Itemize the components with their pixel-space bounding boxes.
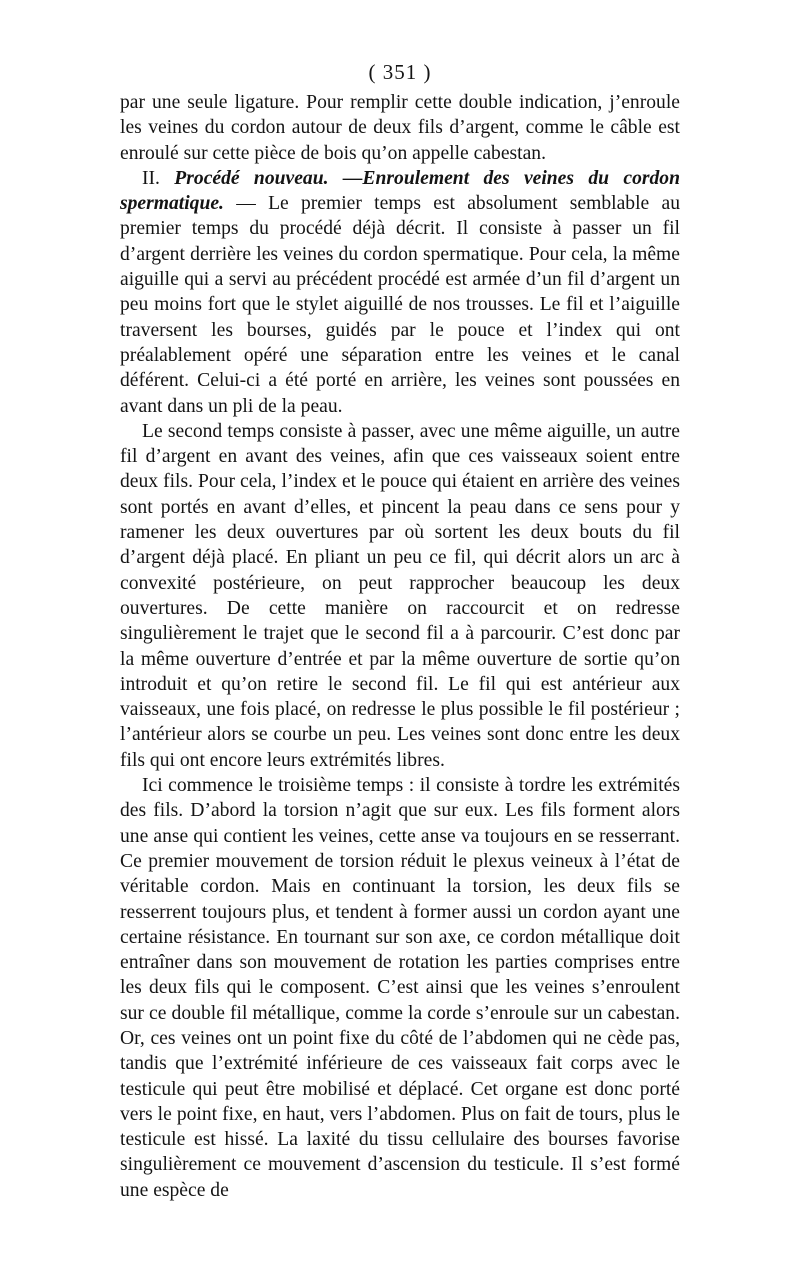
- paragraph-1: [120, 90, 680, 166]
- paragraph-4: [120, 773, 680, 1203]
- paragraph-3: [120, 419, 680, 773]
- book-page: [120, 58, 680, 1203]
- paragraph-text: — Le premier temps est absolument semblable au premier temps du procédé déjà décrit. Il consiste à passer un fil d’argent derrière les veines du cordon spermatique. Pour cela, la même aiguille qui a servi au précédent procédé est armée d’un fil d’argent un peu moins fort que le stylet aiguillé de nos trousses. Le fil et l’aiguille traversent les bourses, guidés par le pouce et l’index qui ont préalablement opéré une séparation entre les veines et le canal déférent. Celui-ci a été porté en arrière, les veines sont poussées en avant dans un pli de la peau.: [120, 193, 680, 417]
- paragraph-text: par une seule ligature. Pour remplir cette double indication, j’enroule les veines du cordon autour de deux fils d’argent, comme le câble est enroulé sur cette pièce de bois qu’on appelle cabestan.: [120, 92, 680, 164]
- paragraph-text: Ici commence le troisième temps : il consiste à tordre les extrémités des fils. D’abord la torsion n’agit que sur eux. Les fils forment alors une anse qui contient les veines, cette anse va toujours en se resserrant. Ce premier mouvement de torsion réduit le plexus veineux à l’état de véritable cordon. Mais en continuant la torsion, les deux fils se resserrent toujours plus, et tendent à former aussi un cordon ayant une certaine résistance. En tournant sur son axe, ce cordon métallique doit entraîner dans son mouvement de rotation les parties comprises entre les deux fils qui le composent. C’est ainsi que les veines s’enroulent sur ce double fil métallique, comme la corde s’enroule sur un cabestan. Or, ces veines ont un point fixe du côté de l’abdomen qui ne cède pas, tandis que l’extrémité inférieure de ces vaisseaux fait corps avec le testicule qui peut être mobilisé et déplacé. Cet organe est donc porté vers le point fixe, en haut, vers l’abdomen. Plus on fait de tours, plus le testicule est hissé. La laxité du tissu cellulaire des bourses favorise singulièrement ce mouvement d’ascension du testicule. Il s’est formé une espèce de: [120, 775, 680, 1201]
- paragraph-2: [120, 166, 680, 419]
- paragraph-text: Le second temps consiste à passer, avec une même aiguille, un autre fil d’argent en avant des veines, afin que ces vaisseaux soient entre deux fils. Pour cela, l’index et le pouce qui étaient en arrière des veines sont portés en avant d’elles, et pincent la peau dans ce sens pour y ramener les deux ouvertures par où sortent les deux bouts du fil d’argent déjà placé. En pliant un peu ce fil, qui décrit alors un arc à convexité postérieure, on peut rapprocher beaucoup les deux ouvertures. De cette manière on raccourcit et on redresse singulièrement le trajet que le second fil a à parcourir. C’est donc par la même ouverture d’entrée et par la même ouverture de sortie qu’on introduit et qu’on retire le second fil. Le fil qui est antérieur aux vaisseaux, une fois placé, on redresse le plus possible le fil postérieur ; l’antérieur alors se courbe un peu. Les veines sont donc entre les deux fils qui ont encore leurs extrémités libres.: [120, 420, 680, 771]
- section-heading: Procédé nouveau. —Enroulement des veines du cordon spermatique.: [120, 167, 680, 215]
- section-number: II.: [142, 167, 160, 189]
- body-text: [120, 90, 680, 1203]
- page-number: ( 351 ): [368, 60, 432, 84]
